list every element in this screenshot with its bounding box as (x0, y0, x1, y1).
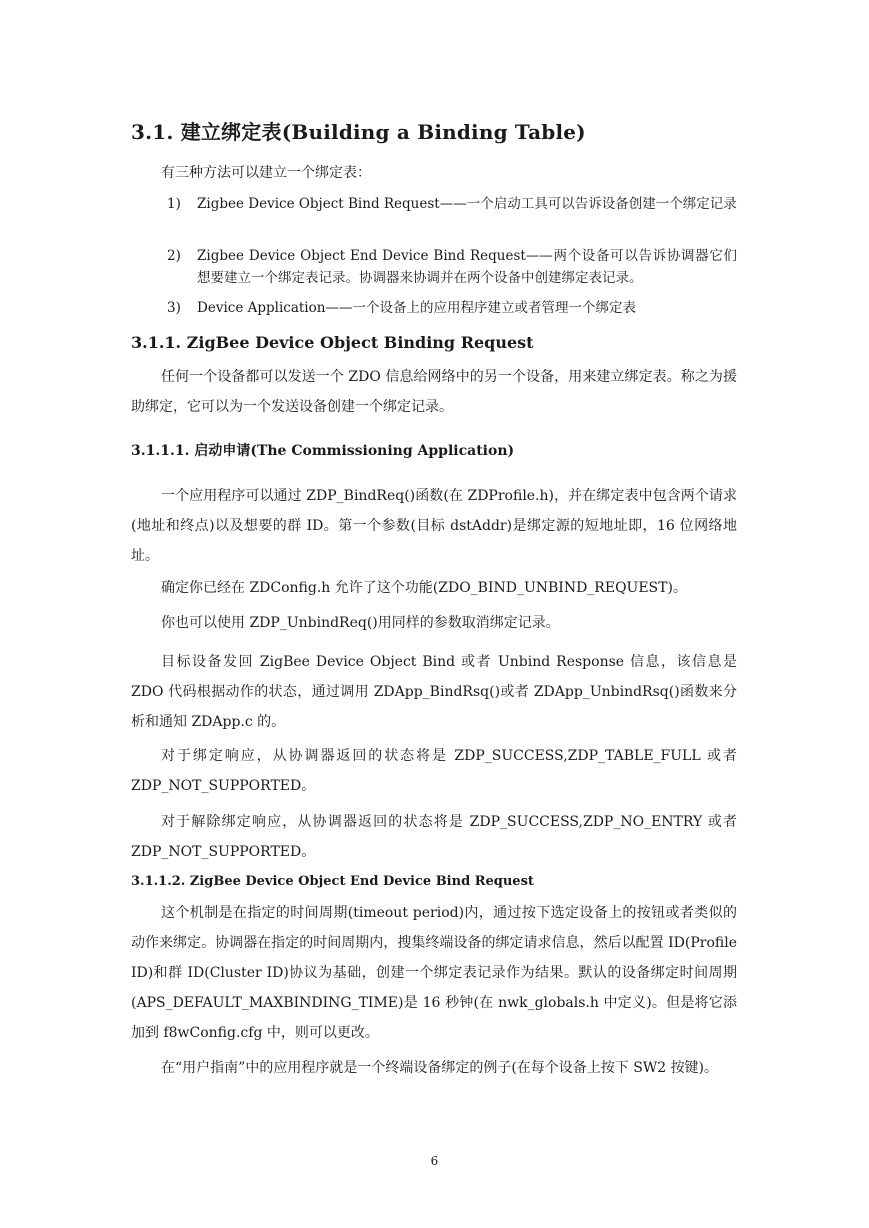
subsection-heading: 3.1.1. ZigBee Device Object Binding Request (131, 333, 534, 352)
paragraph: 任何一个设备都可以发送一个 ZDO 信息给网络中的另一个设备，用来建立绑定表。称之为援助绑定，它可以为一个发送设备创建一个绑定记录。 (131, 369, 737, 415)
paragraph: 你也可以使用 ZDP_UnbindReq()用同样的参数取消绑定记录。 (161, 615, 560, 631)
page-number: 6 (430, 1154, 439, 1168)
list-item-text: Device Application——一个设备上的应用程序建立或者管理一个绑定表 (197, 300, 636, 316)
list-item-number: 1) (167, 196, 181, 212)
paragraph: 对于绑定响应，从协调器返回的状态将是 ZDP_SUCCESS,ZDP_TABLE_FULL 或者 ZDP_NOT_SUPPORTED。 (131, 748, 737, 794)
section-intro: 有三种方法可以建立一个绑定表： (161, 165, 371, 181)
list-item-number: 3) (167, 300, 181, 316)
subsubsection-heading: 3.1.1.1. 启动申请(The Commissioning Application) (131, 443, 515, 459)
paragraph: 在“用户指南”中的应用程序就是一个终端设备绑定的例子(在每个设备上按下 SW2 按键)。 (161, 1060, 719, 1076)
paragraph: 目标设备发回 ZigBee Device Object Bind 或者 Unbind Response 信息，该信息是 ZDO 代码根据动作的状态，通过调用 ZDApp_BindRsq()或者 ZDApp_UnbindRsq()函数来分析和通知 ZDApp.c 的。 (131, 654, 737, 730)
list-item-number: 2) (167, 248, 181, 264)
paragraph: 一个应用程序可以通过 ZDP_BindReq()函数(在 ZDProfile.h)，并在绑定表中包含两个请求(地址和终点)以及想要的群 ID。第一个参数(目标 dstAddr)是绑定源的短地址即，16 位网络地址。 (131, 488, 737, 564)
list-item-text: Zigbee Device Object End Device Bind Request——两个设备可以告诉协调器它们想要建立一个绑定表记录。协调器来协调并在两个设备中创建绑定表记录。 (197, 248, 737, 286)
paragraph: 对于解除绑定响应，从协调器返回的状态将是 ZDP_SUCCESS,ZDP_NO_ENTRY 或者 ZDP_NOT_SUPPORTED。 (131, 814, 737, 860)
subsubsection-heading: 3.1.1.2. ZigBee Device Object End Device Bind Request (131, 874, 534, 889)
section-heading: 3.1. 建立绑定表(Building a Binding Table) (131, 120, 586, 144)
paragraph: 确定你已经在 ZDConfig.h 允许了这个功能(ZDO_BIND_UNBIND_REQUEST)。 (161, 580, 687, 596)
list-item-text: Zigbee Device Object Bind Request——一个启动工具可以告诉设备创建一个绑定记录 (197, 196, 737, 212)
paragraph: 这个机制是在指定的时间周期(timeout period)内，通过按下选定设备上的按钮或者类似的动作来绑定。协调器在指定的时间周期内，搜集终端设备的绑定请求信息，然后以配置 ID(Profile ID)和群 ID(Cluster ID)协议为基础，创建一个绑定表记录作为结果。默认的设备绑定时间周期(APS_DEFAULT_MAXBINDING_TIME)是 16 秒钟(在 nwk_globals.h 中定义)。但是将它添加到 f8wConfig.cfg 中，则可以更改。 (131, 905, 737, 1041)
